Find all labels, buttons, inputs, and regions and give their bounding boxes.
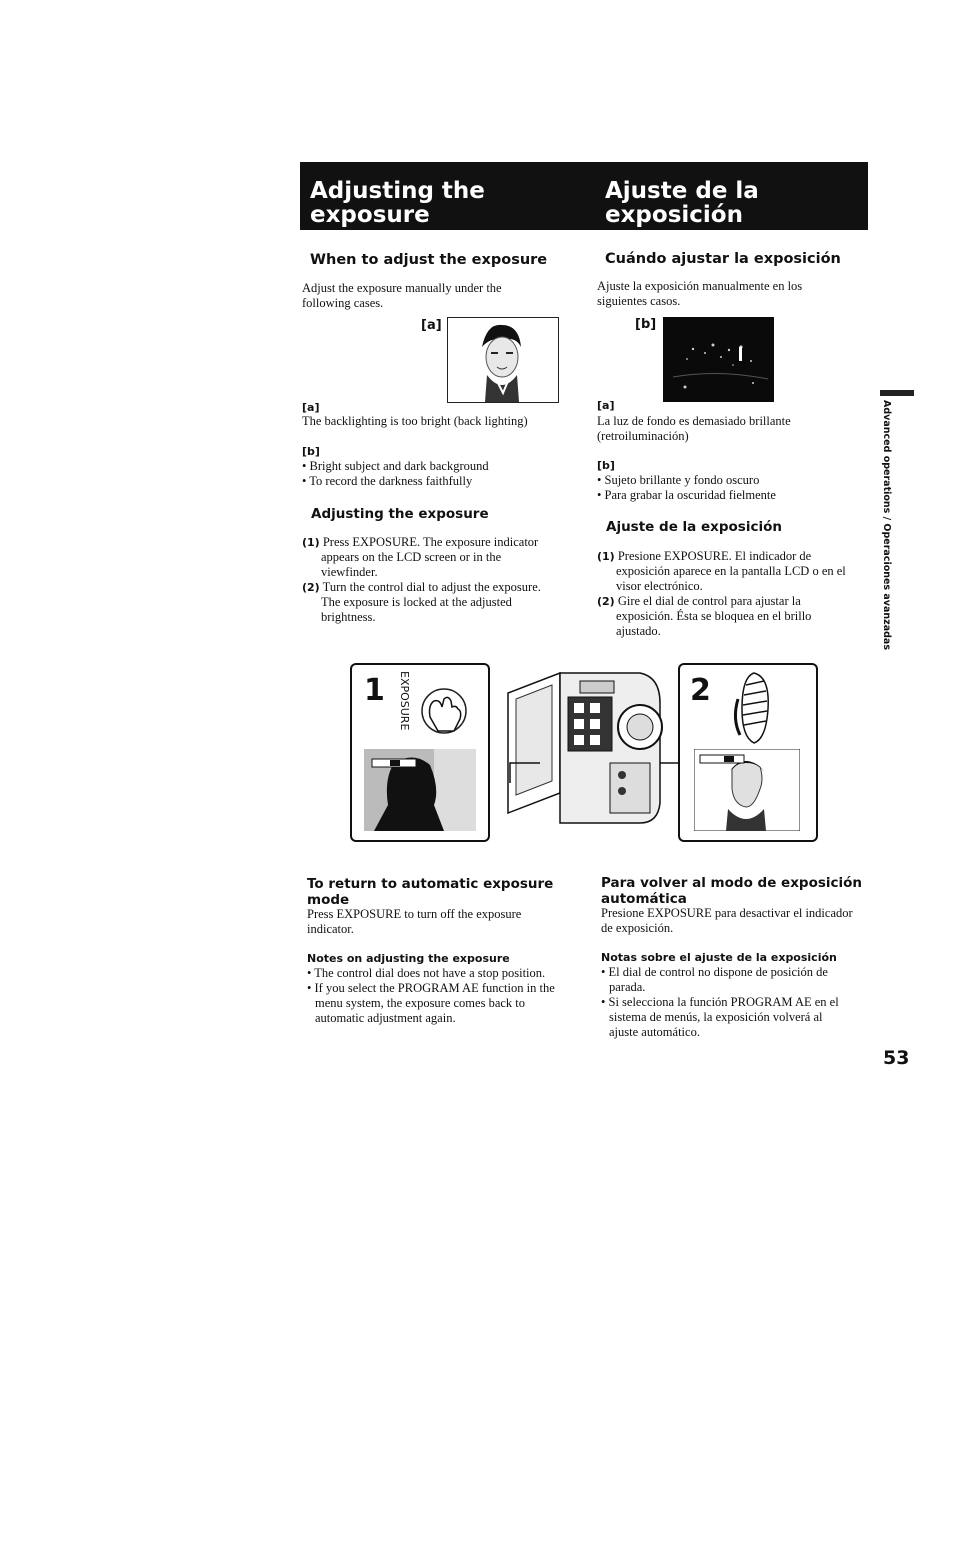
- adjust-heading-en: Adjusting the exposure: [311, 506, 489, 522]
- step-number: (1): [597, 550, 615, 563]
- step-number: (2): [597, 595, 615, 608]
- list-item-continuation: automatic adjustment again.: [315, 1011, 456, 1025]
- step-text: exposición aparece en la pantalla LCD o en el: [616, 564, 846, 578]
- return-heading-en-line2: mode: [307, 892, 350, 908]
- a-label-en: [a]: [302, 401, 320, 414]
- return-heading-es-line1: Para volver al modo de exposición: [601, 875, 863, 891]
- list-item: • To record the darkness faithfully: [302, 474, 473, 488]
- list-item: • El dial de control no dispone de posición de: [601, 965, 828, 979]
- list-item: • The control dial does not have a stop position.: [307, 966, 546, 980]
- return-heading-es: [601, 875, 862, 907]
- step-2-number: 2: [690, 673, 711, 708]
- camcorder-drawing: [490, 663, 680, 843]
- notes-heading-en: Notes on adjusting the exposure: [307, 952, 510, 965]
- step-text: viewfinder.: [321, 565, 378, 579]
- page-number: 53: [883, 1047, 910, 1069]
- list-item-continuation: parada.: [609, 980, 646, 994]
- a-text-en: The backlighting is too bright (back lighting): [302, 414, 528, 428]
- notes-heading-es: Notas sobre el ajuste de la exposición: [601, 951, 837, 964]
- list-item: • If you select the PROGRAM AE function in the: [307, 981, 555, 995]
- step-text: Turn the control dial to adjust the exposure.: [322, 580, 541, 594]
- sidebar-tab-mark: [880, 390, 914, 396]
- step-number: (2): [302, 581, 320, 594]
- steps-es: [597, 549, 872, 639]
- intro-en-line1: Adjust the exposure manually under the: [302, 281, 502, 295]
- intro-es: [597, 279, 802, 309]
- a-label-es: [a]: [597, 399, 615, 412]
- return-text-es-line1: Presione EXPOSURE para desactivar el indicador: [601, 906, 853, 920]
- lcd-adjusted-screen: [694, 749, 800, 831]
- control-dial-icon: [730, 669, 780, 745]
- step-text: The exposure is locked at the adjusted: [321, 595, 512, 609]
- return-text-es-line2: de exposición.: [601, 921, 674, 935]
- return-text-en: [307, 907, 521, 937]
- b-list-es: [597, 473, 776, 503]
- night-scene-photo: [663, 317, 774, 402]
- step-2-es: [597, 594, 872, 639]
- adjust-heading-es: Ajuste de la exposición: [606, 519, 782, 535]
- step-1-number: 1: [364, 673, 385, 708]
- title-es-line1: Ajuste de la: [605, 178, 759, 204]
- section-banner: [300, 162, 868, 230]
- lcd-backlit-screen: [364, 749, 476, 831]
- return-text-en-line2: indicator.: [307, 922, 354, 936]
- step-text: Gire el dial de control para ajustar la: [617, 594, 801, 608]
- a-text-es-line1: La luz de fondo es demasiado brillante: [597, 414, 791, 428]
- step-number: (1): [302, 536, 320, 549]
- step-text: Press EXPOSURE. The exposure indicator: [322, 535, 539, 549]
- list-item-continuation: menu system, the exposure comes back to: [315, 996, 526, 1010]
- list-item: • Para grabar la oscuridad fielmente: [597, 488, 776, 502]
- list-item: • Bright subject and dark background: [302, 459, 489, 473]
- step-2-en: [302, 580, 582, 625]
- list-item-continuation: ajuste automático.: [609, 1025, 700, 1039]
- return-text-es: [601, 906, 853, 936]
- list-item: • Si selecciona la función PROGRAM AE en el: [601, 995, 839, 1009]
- intro-es-line2: siguientes casos.: [597, 294, 681, 308]
- a-text-es-line2: (retroiluminación): [597, 429, 689, 443]
- when-heading-en: When to adjust the exposure: [310, 252, 548, 268]
- backlight-photo: [447, 317, 559, 403]
- notes-list-es: [601, 965, 876, 1040]
- return-heading-es-line2: automática: [601, 891, 687, 907]
- title-en-line1: Adjusting the: [310, 178, 485, 204]
- list-item-continuation: sistema de menús, la exposición volverá al: [609, 1010, 823, 1024]
- title-es-line2: exposición: [605, 202, 743, 228]
- return-heading-en-line1: To return to automatic exposure: [307, 876, 554, 892]
- fig-b-label: [b]: [635, 317, 657, 332]
- step-text: visor electrónico.: [616, 579, 703, 593]
- return-text-en-line1: Press EXPOSURE to turn off the exposure: [307, 907, 522, 921]
- step-text: exposición. Ésta se bloquea en el brillo: [616, 609, 812, 623]
- a-text-es: [597, 414, 791, 444]
- fig-a-label: [a]: [421, 318, 442, 333]
- step-text: ajustado.: [616, 624, 661, 638]
- steps-en: [302, 535, 582, 625]
- step-text: brightness.: [321, 610, 376, 624]
- title-en: [310, 179, 485, 227]
- b-label-es: [b]: [597, 459, 615, 472]
- list-item: • Sujeto brillante y fondo oscuro: [597, 473, 760, 487]
- intro-en: [302, 281, 502, 311]
- step-text: appears on the LCD screen or in the: [321, 550, 502, 564]
- step-1-en: [302, 535, 582, 580]
- notes-list-en: [307, 966, 582, 1026]
- section-sidebar: [878, 400, 894, 660]
- return-heading-en: [307, 876, 553, 908]
- operation-illustration: [350, 663, 820, 843]
- title-en-line2: exposure: [310, 202, 430, 228]
- step-text: Presione EXPOSURE. El indicador de: [617, 549, 812, 563]
- when-heading-es: Cuándo ajustar la exposición: [605, 251, 841, 267]
- button-label-text: EXPOSURE: [398, 671, 411, 731]
- sidebar-label: Advanced operations / Operaciones avanzadas: [881, 400, 892, 650]
- exposure-button-label: [398, 671, 412, 731]
- step-1-es: [597, 549, 872, 594]
- title-es: [605, 179, 759, 227]
- press-button-icon: [418, 679, 478, 739]
- intro-en-line2: following cases.: [302, 296, 384, 310]
- b-list-en: [302, 459, 489, 489]
- intro-es-line1: Ajuste la exposición manualmente en los: [597, 279, 803, 293]
- b-label-en: [b]: [302, 445, 320, 458]
